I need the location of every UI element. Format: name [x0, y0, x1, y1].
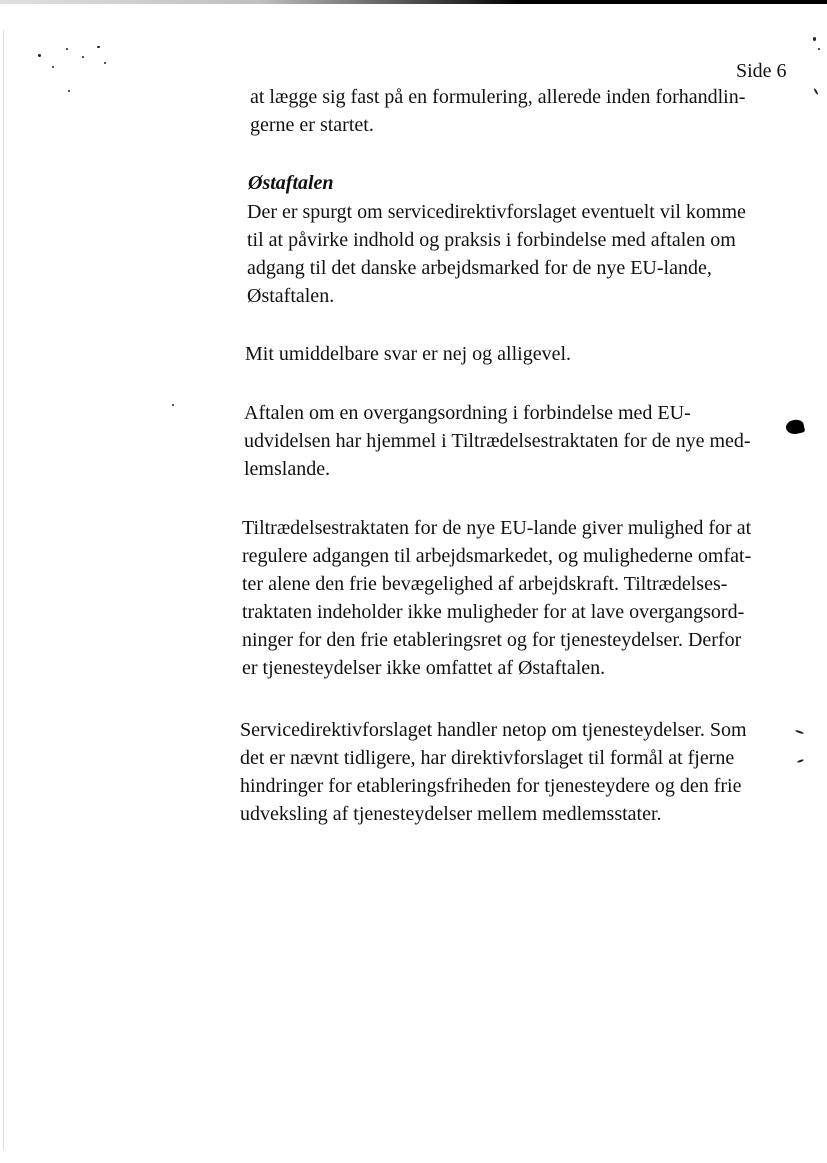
scan-ink-blot [785, 418, 806, 435]
scan-speck [52, 66, 54, 68]
text-line: Østaftalen. [247, 285, 335, 307]
text-line: traktaten indeholder ikke muligheder for at lave overgangsord- [242, 601, 745, 623]
scan-speck [795, 730, 804, 735]
text-line: Der er spurgt om servicedirektivforslaget eventuelt vil komme [247, 201, 746, 223]
text-line: Aftalen om en overgangsordning i forbindelse med EU- [244, 402, 691, 424]
text-line: lemslande. [244, 458, 331, 480]
paragraph [242, 514, 751, 682]
paragraph [245, 340, 571, 368]
scan-speck [68, 90, 70, 92]
scan-speck [813, 88, 818, 95]
text-line: gerne er startet. [250, 114, 374, 136]
text-line: er tjenesteydelser ikke omfattet af Østaftalen. [242, 657, 606, 679]
scan-speck [813, 37, 816, 41]
paragraph [247, 198, 746, 310]
scan-speck [104, 62, 106, 64]
text-line: Servicedirektivforslaget handler netop om tjenesteydelser. Som [240, 719, 747, 741]
scan-left-edge [3, 30, 4, 1150]
paragraph [244, 399, 751, 483]
text-line: Mit umiddelbare svar er nej og alligevel. [245, 343, 572, 365]
text-line: ter alene den frie bevægelighed af arbejdskraft. Tiltrædelses- [242, 573, 728, 595]
text-line: hindringer for etableringsfriheden for tjenesteydere og den frie [240, 775, 742, 797]
text-line: at lægge sig fast på en formulering, allerede inden forhandlin- [250, 86, 746, 108]
text-line: ninger for den frie etableringsret og for tjenesteydelser. Derfor [242, 629, 742, 651]
paragraph [240, 716, 747, 828]
scan-speck [172, 404, 174, 406]
intro-paragraph [250, 83, 745, 139]
section-heading: Østaftalen [248, 172, 334, 194]
scan-speck [38, 54, 41, 57]
scan-speck [82, 56, 84, 58]
scan-top-edge [0, 0, 827, 4]
scan-speck [97, 46, 100, 48]
text-line: udveksling af tjenesteydelser mellem medlemsstater. [240, 803, 662, 825]
text-line: til at påvirke indhold og praksis i forbindelse med aftalen om [247, 229, 736, 251]
text-line: adgang til det danske arbejdsmarked for de nye EU-lande, [247, 257, 712, 279]
page-number: Side 6 [736, 60, 787, 82]
scan-speck [797, 759, 804, 763]
scan-speck [818, 48, 820, 50]
text-line: Tiltrædelsestraktaten for de nye EU-lande giver mulighed for at [242, 517, 752, 539]
text-line: regulere adgangen til arbejdsmarkedet, og mulighederne omfat- [242, 545, 752, 567]
text-line: det er nævnt tidligere, har direktivforslaget til formål at fjerne [240, 747, 735, 769]
scan-speck [66, 48, 68, 50]
text-line: udvidelsen har hjemmel i Tiltrædelsestraktaten for de nye med- [244, 430, 751, 452]
